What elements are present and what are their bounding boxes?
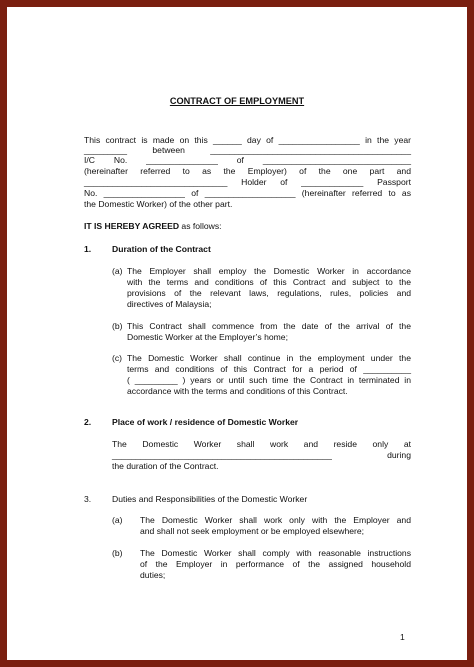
- item-line: The Domestic Worker shall work only with the Employer and: [140, 515, 411, 525]
- intro-line: No. _________________ of ___________________ (hereinafter referred to as: [84, 188, 411, 198]
- section-line: ______________________________________________ during: [112, 450, 411, 460]
- item-line: This Contract shall commence from the date of the arrival of the: [127, 321, 411, 331]
- item-line: Domestic Worker at the Employer’s home;: [127, 332, 288, 342]
- item-line: duties;: [140, 570, 166, 580]
- intro-line: _________ between __________________________________________: [84, 145, 411, 155]
- agreement-bold: IT IS HEREBY AGREED: [84, 221, 180, 231]
- page-number: 1: [400, 632, 405, 642]
- section-heading: Duties and Responsibilities of the Domestic Worker: [112, 494, 308, 504]
- item-line: directives of Malaysia;: [127, 299, 212, 309]
- section-heading: Place of work / residence of Domestic Worker: [112, 417, 299, 427]
- agreement-statement: [84, 221, 222, 232]
- item-line: ( _________ ) years or until such time the Contract in terminated in: [127, 375, 411, 385]
- intro-line: the Domestic Worker) of the other part.: [84, 199, 233, 209]
- item-line: and shall not seek employment or be employed elsewhere;: [140, 526, 365, 536]
- item-line: The Domestic Worker shall comply with reasonable instructions: [140, 548, 411, 558]
- section-heading: Duration of the Contract: [112, 244, 211, 254]
- agreement-rest: as follows:: [179, 221, 222, 231]
- section-line: the duration of the Contract.: [112, 461, 219, 471]
- document-page: [7, 7, 467, 660]
- section-line: The Domestic Worker shall work and reside only at: [112, 439, 411, 449]
- item-line: with the terms and conditions of this Contract and subject to the: [127, 277, 411, 287]
- section-number: 3.: [84, 494, 92, 504]
- document-title: CONTRACT OF EMPLOYMENT: [169, 96, 305, 106]
- item-line: terms and conditions of this Contract for a period of __________: [127, 364, 411, 374]
- item-line: The Domestic Worker shall continue in the employment under the: [127, 353, 411, 363]
- item-line: The Employer shall employ the Domestic Worker in accordance: [127, 266, 411, 276]
- item-line: of the Employer in performance of the assigned household: [140, 559, 411, 569]
- item-marker: (b): [112, 321, 123, 331]
- item-marker: (c): [112, 353, 123, 363]
- section-number: 2.: [84, 417, 92, 427]
- intro-line: (hereinafter referred to as the Employer) of the one part and: [84, 166, 411, 176]
- item-line: provisions of the relevant laws, regulations, rules, policies and: [127, 288, 411, 298]
- item-marker: (a): [112, 266, 123, 276]
- item-line: accordance with the terms and conditions of this Contract.: [127, 386, 348, 396]
- item-marker: (a): [112, 515, 123, 525]
- intro-line: This contract is made on this ______ day of _________________ in the year: [84, 135, 411, 145]
- intro-line: I/C No. _______________ of _______________________________: [84, 155, 411, 165]
- item-marker: (b): [112, 548, 123, 558]
- section-number: 1.: [84, 244, 92, 254]
- intro-line: ______________________________ Holder of _____________ Passport: [84, 177, 411, 187]
